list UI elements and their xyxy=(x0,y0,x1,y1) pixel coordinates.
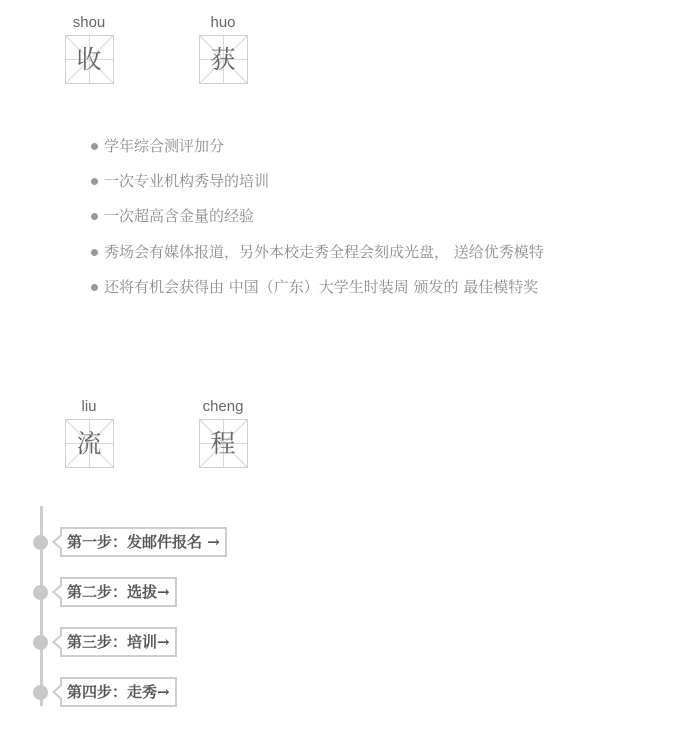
list-item-text: 还将有机会获得由 中国（广东）大学生时装周 颁发的 最佳模特奖 xyxy=(104,277,539,296)
step-label[interactable]: 第三步：培训→ xyxy=(60,627,177,657)
hanzi-liu: 流 xyxy=(76,429,102,458)
pinyin-shou: shou xyxy=(72,14,106,31)
bullet-dot-icon xyxy=(91,284,98,291)
list-item xyxy=(90,276,544,311)
pinyin-cheng: cheng xyxy=(202,398,244,415)
char-shou xyxy=(63,14,115,84)
timeline-node-icon xyxy=(33,685,48,700)
list-item-text: 一次专业机构秀导的培训 xyxy=(104,172,270,191)
list-item xyxy=(90,205,544,240)
list-item-text: 秀场会有媒体报道，另外本校走秀全程会刻成光盘， 送给优秀模特 xyxy=(104,242,544,261)
hanzi-cheng: 程 xyxy=(210,429,236,458)
list-item-text: 学年综合测评加分 xyxy=(104,137,225,155)
char-liu xyxy=(63,398,115,468)
pinyin-huo: huo xyxy=(210,14,236,31)
timeline-node-icon xyxy=(33,635,48,650)
benefits-list xyxy=(90,135,544,311)
tian-zi-grid-icon xyxy=(65,35,114,84)
list-item xyxy=(90,241,544,276)
timeline-node-icon xyxy=(33,585,48,600)
pointer-arrow-inner xyxy=(55,686,62,698)
pointer-arrow-inner xyxy=(55,636,62,648)
bullet-dot-icon xyxy=(91,143,98,150)
list-item-text: 一次超高含金量的经验 xyxy=(104,207,255,226)
char-huo xyxy=(197,14,249,84)
list-item xyxy=(90,135,544,170)
char-cheng xyxy=(197,398,249,468)
pinyin-liu: liu xyxy=(81,398,97,415)
tian-zi-grid-icon xyxy=(199,35,248,84)
pointer-arrow-inner xyxy=(55,536,62,548)
bullet-dot-icon xyxy=(91,213,98,220)
step-label[interactable]: 第一步：发邮件报名 → xyxy=(60,527,227,557)
bullet-dot-icon xyxy=(91,249,98,256)
bullet-dot-icon xyxy=(91,178,98,185)
hanzi-shou: 收 xyxy=(76,45,102,74)
tian-zi-grid-icon xyxy=(65,419,114,468)
list-item xyxy=(90,170,544,205)
tian-zi-grid-icon xyxy=(199,419,248,468)
step-label[interactable]: 第二步：选拔→ xyxy=(60,577,177,607)
hanzi-huo: 获 xyxy=(210,45,236,74)
pointer-arrow-inner xyxy=(55,586,62,598)
timeline-node-icon xyxy=(33,535,48,550)
step-label[interactable]: 第四步：走秀→ xyxy=(60,677,177,707)
